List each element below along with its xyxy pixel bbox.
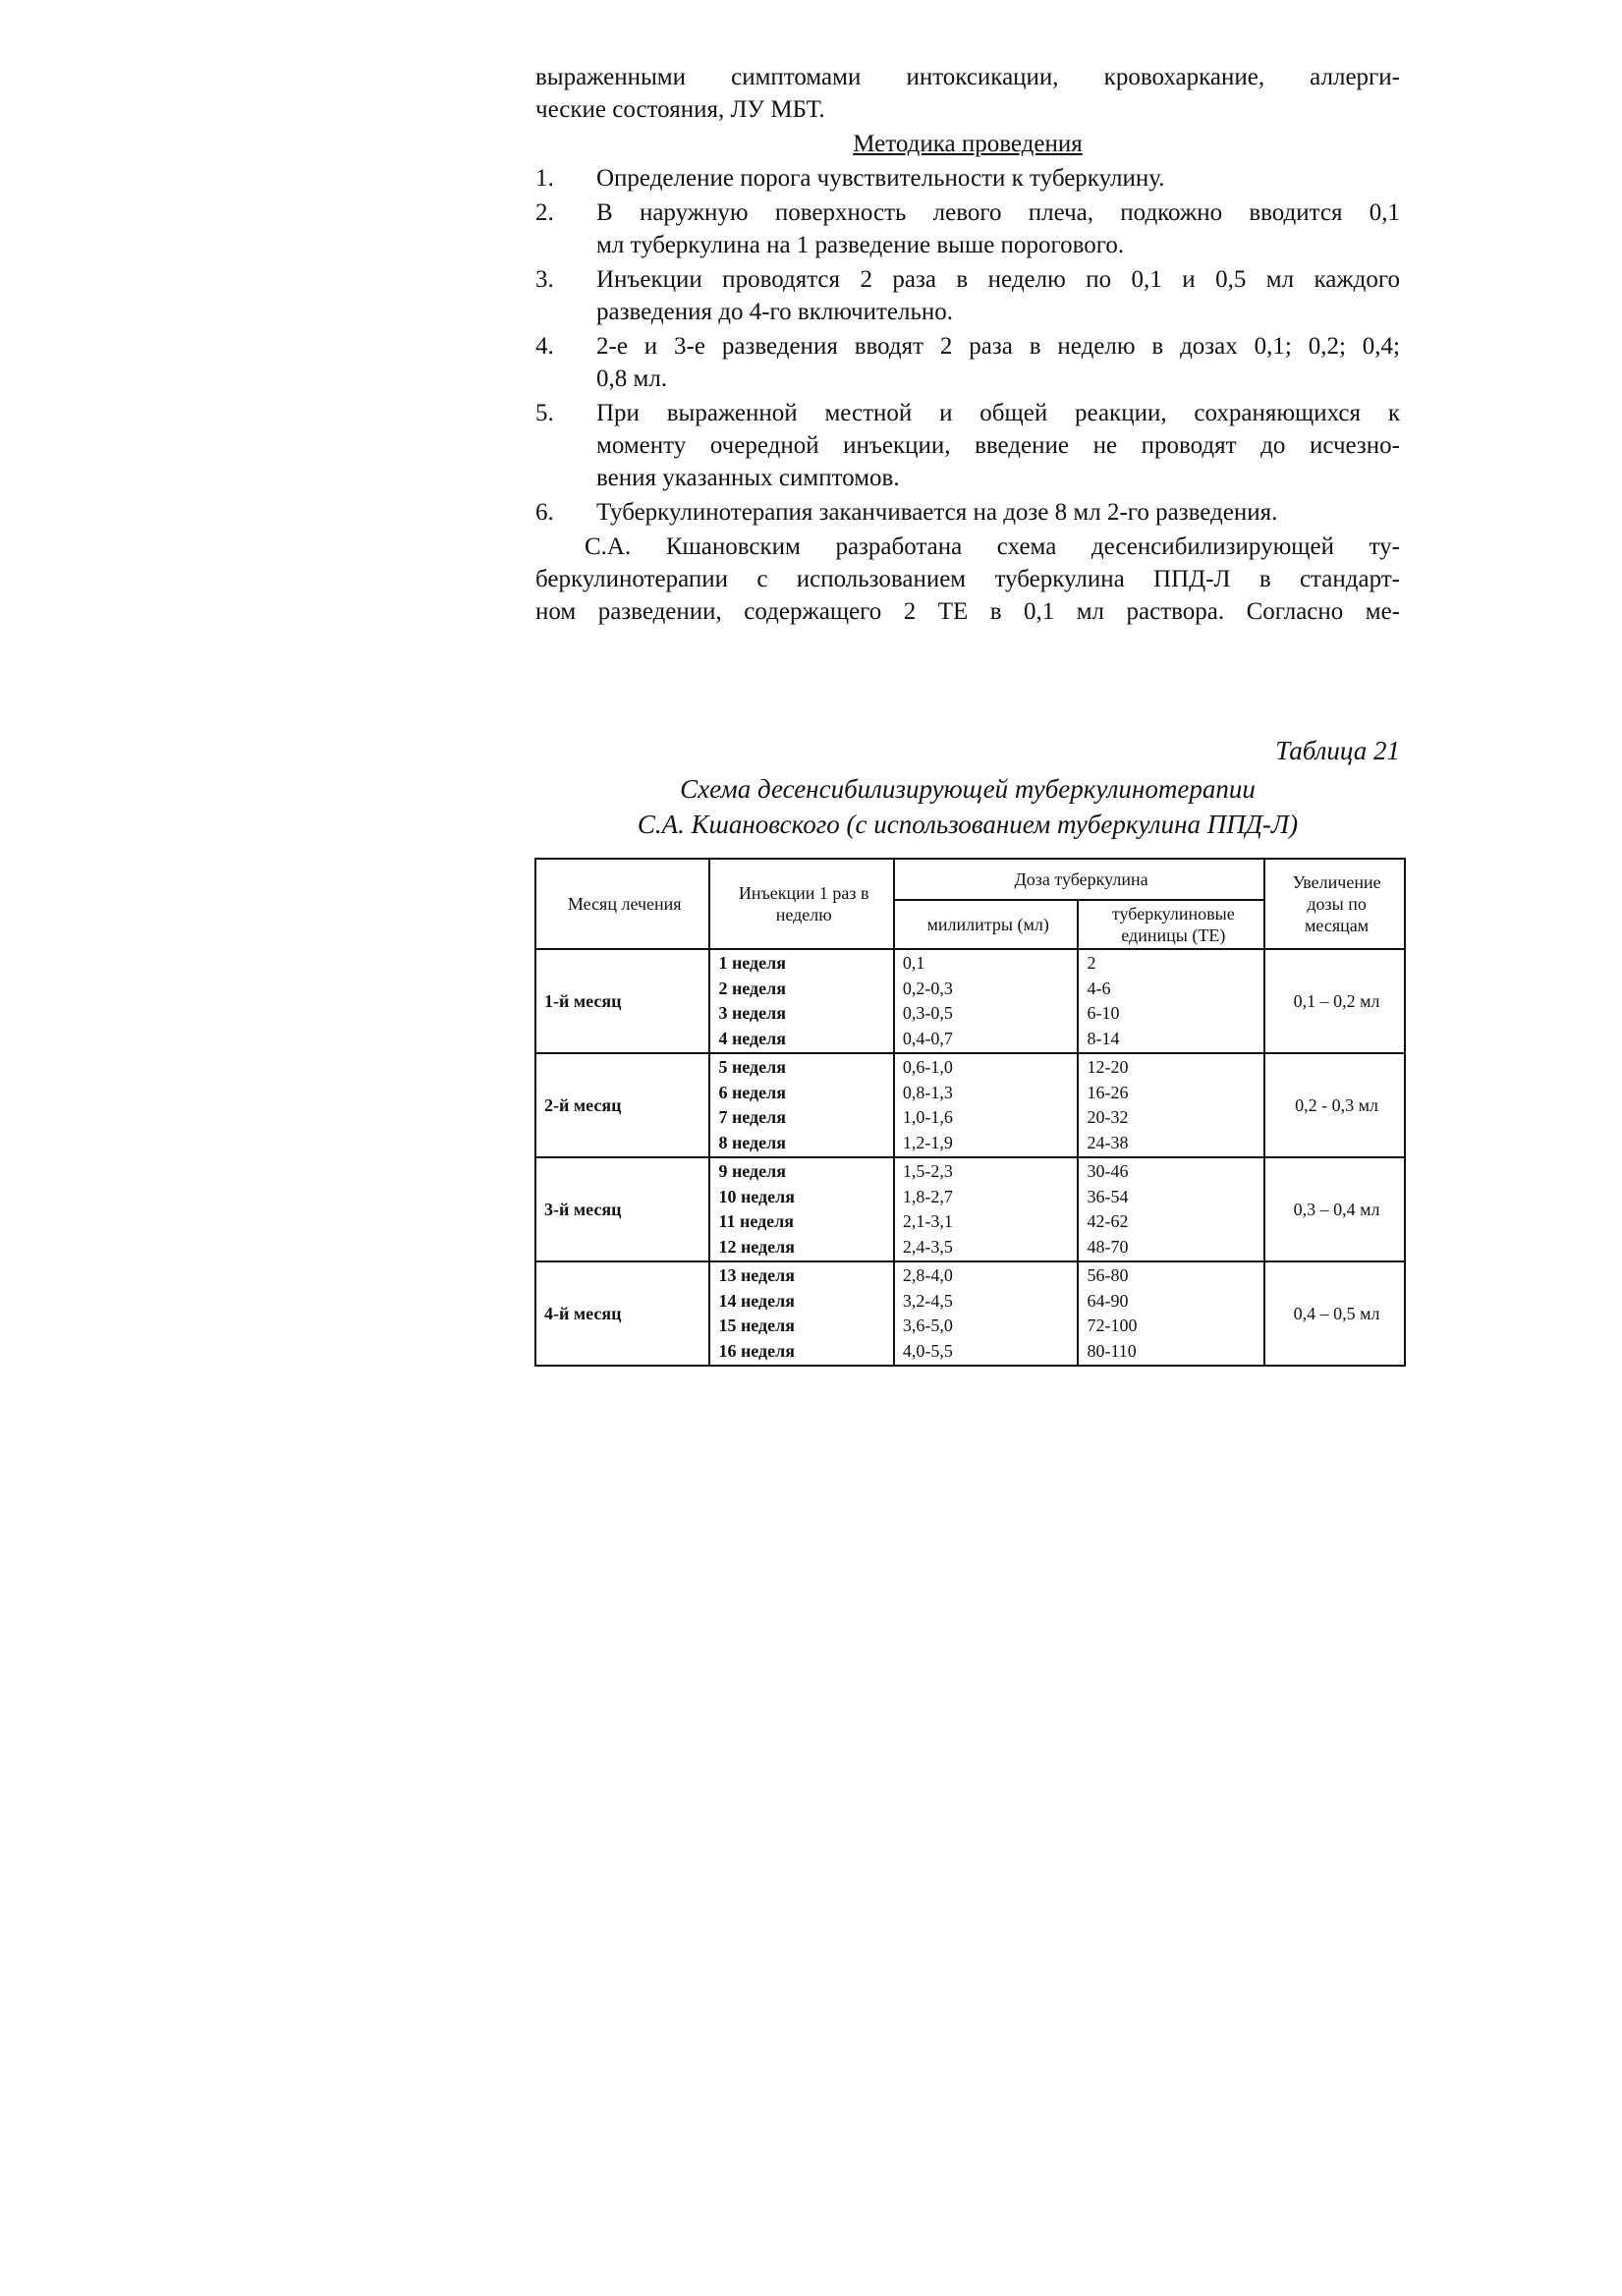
method-item-number: 1. [535, 165, 554, 192]
increase-cell: 0,2 - 0,3 мл [1264, 1053, 1405, 1157]
week-value: 4 неделя [718, 1028, 786, 1048]
week-value: 8 неделя [718, 1132, 786, 1152]
method-item [535, 196, 1400, 261]
method-item-text [596, 397, 1400, 494]
header-injections: Инъекции 1 раз в неделю [709, 859, 893, 949]
te-value: 36-54 [1087, 1186, 1129, 1206]
te-value: 80-110 [1087, 1340, 1137, 1361]
closing-line: С.А. Кшановским разработана схема десенсибилизирующей ту- [585, 533, 1400, 560]
table-label: Таблица 21 [1275, 736, 1400, 765]
week-value: 5 неделя [718, 1057, 786, 1077]
te-cell [1078, 949, 1264, 1053]
te-cell [1078, 1261, 1264, 1366]
week-value: 9 неделя [718, 1161, 786, 1181]
method-item-text [596, 196, 1400, 261]
increase-cell: 0,1 – 0,2 мл [1264, 949, 1405, 1053]
method-list [535, 162, 1400, 529]
method-item [535, 330, 1400, 395]
week-value: 1 неделя [718, 953, 786, 973]
weeks-cell [709, 949, 893, 1053]
method-item-text [596, 263, 1400, 328]
ml-cell [894, 1261, 1079, 1366]
month-cell: 1-й месяц [535, 949, 709, 1053]
method-item-text [596, 162, 1400, 195]
table-row [535, 1157, 1405, 1261]
method-item-line: моменту очередной инъекции, введение не проводят до исчезно- [596, 432, 1400, 459]
te-value: 8-14 [1087, 1028, 1120, 1048]
week-value: 16 неделя [718, 1340, 795, 1361]
table-row [535, 949, 1405, 1053]
method-item-number: 3. [535, 266, 554, 293]
header-month: Месяц лечения [535, 859, 709, 949]
te-value: 56-80 [1087, 1265, 1129, 1285]
table-caption-line: Схема десенсибилизирующей туберкулинотерапии [680, 774, 1256, 804]
month-cell: 4-й месяц [535, 1261, 709, 1366]
method-item-line: Туберкулинотерапия заканчивается на дозе 8 мл 2-го разведения. [596, 499, 1278, 526]
te-value: 42-62 [1087, 1211, 1129, 1231]
month-cell: 3-й месяц [535, 1157, 709, 1261]
week-value: 14 неделя [718, 1290, 795, 1311]
weeks-cell [709, 1261, 893, 1366]
method-item-number: 2. [535, 199, 554, 226]
ml-value: 4,0-5,5 [902, 1340, 953, 1361]
te-value: 64-90 [1087, 1290, 1129, 1311]
ml-value: 2,8-4,0 [902, 1265, 953, 1285]
ml-value: 1,0-1,6 [902, 1107, 953, 1127]
ml-value: 0,1 [902, 953, 925, 973]
weeks-cell [709, 1157, 893, 1261]
closing-line: ном разведении, содержащего 2 ТЕ в 0,1 мл раствора. Согласно ме- [535, 598, 1400, 625]
month-cell: 2-й месяц [535, 1053, 709, 1157]
ml-value: 1,2-1,9 [902, 1132, 953, 1152]
method-item [535, 263, 1400, 328]
ml-value: 0,6-1,0 [902, 1057, 953, 1077]
intro-line: ческие состояния, ЛУ МБТ. [535, 96, 825, 123]
method-item [535, 397, 1400, 494]
intro-line: выраженными симптомами интоксикации, кровохаркание, аллерги- [535, 64, 1400, 90]
header-increase: Увеличение дозы по месяцам [1264, 859, 1405, 949]
method-item-text [596, 496, 1400, 529]
ml-value: 2,1-3,1 [902, 1211, 953, 1231]
method-item-number: 5. [535, 400, 554, 426]
ml-value: 0,2-0,3 [902, 978, 953, 998]
te-value: 48-70 [1087, 1236, 1129, 1257]
te-value: 20-32 [1087, 1107, 1129, 1127]
week-value: 7 неделя [718, 1107, 786, 1127]
method-item [535, 496, 1400, 529]
header-ml: милилитры (мл) [894, 900, 1079, 949]
te-value: 72-100 [1087, 1316, 1138, 1335]
te-value: 4-6 [1087, 978, 1111, 998]
method-item-line: При выраженной местной и общей реакции, сохраняющихся к [596, 400, 1400, 426]
increase-cell: 0,4 – 0,5 мл [1264, 1261, 1405, 1366]
week-value: 12 неделя [718, 1236, 795, 1257]
te-value: 16-26 [1087, 1082, 1129, 1102]
method-item-line: мл туберкулина на 1 разведение выше порогового. [596, 232, 1125, 258]
week-value: 6 неделя [718, 1082, 786, 1102]
closing-paragraph [535, 531, 1400, 628]
header-dose: Доза туберкулина [894, 859, 1264, 900]
ml-value: 0,3-0,5 [902, 1003, 953, 1023]
method-item [535, 162, 1400, 195]
ml-cell [894, 1053, 1079, 1157]
ml-value: 1,5-2,3 [902, 1161, 953, 1181]
table-row [535, 1261, 1405, 1366]
week-value: 11 неделя [718, 1211, 794, 1231]
method-item-line: Инъекции проводятся 2 раза в неделю по 0,1 и 0,5 мл каждого [596, 266, 1400, 293]
ml-cell [894, 1157, 1079, 1261]
te-cell [1078, 1157, 1264, 1261]
method-item-number: 6. [535, 499, 554, 526]
te-value: 24-38 [1087, 1132, 1129, 1152]
method-item-line: вения указанных симптомов. [596, 465, 900, 491]
te-value: 2 [1087, 953, 1096, 973]
method-item-line: разведения до 4-го включительно. [596, 299, 954, 325]
ml-value: 3,2-4,5 [902, 1290, 953, 1311]
section-title: Методика проведения [853, 131, 1083, 157]
table-row [535, 1053, 1405, 1157]
table-caption [535, 771, 1400, 842]
header-te: туберкулиновые единицы (ТЕ) [1078, 900, 1264, 949]
method-item-number: 4. [535, 333, 554, 360]
te-value: 30-46 [1087, 1161, 1129, 1181]
method-item-text [596, 330, 1400, 395]
closing-line: беркулинотерапии с использованием туберкулина ППД-Л в стандарт- [535, 566, 1400, 592]
ml-value: 3,6-5,0 [902, 1316, 953, 1335]
method-item-line: Определение порога чувствительности к туберкулину. [596, 165, 1165, 192]
te-value: 6-10 [1087, 1003, 1120, 1023]
ml-value: 0,4-0,7 [902, 1028, 953, 1048]
weeks-cell [709, 1053, 893, 1157]
ml-value: 0,8-1,3 [902, 1082, 953, 1102]
dose-schedule-table [534, 858, 1406, 1367]
intro-paragraph [535, 61, 1400, 126]
ml-value: 1,8-2,7 [902, 1186, 953, 1206]
week-value: 15 неделя [718, 1316, 795, 1335]
te-cell [1078, 1053, 1264, 1157]
te-value: 12-20 [1087, 1057, 1129, 1077]
method-item-line: 0,8 мл. [596, 365, 668, 392]
week-value: 2 неделя [718, 978, 786, 998]
week-value: 13 неделя [718, 1265, 795, 1285]
method-item-line: 2-е и 3-е разведения вводят 2 раза в неделю в дозах 0,1; 0,2; 0,4; [596, 333, 1400, 360]
ml-cell [894, 949, 1079, 1053]
table-caption-line: С.А. Кшановского (с использованием туберкулина ППД-Л) [637, 810, 1299, 839]
week-value: 3 неделя [718, 1003, 786, 1023]
ml-value: 2,4-3,5 [902, 1236, 953, 1257]
week-value: 10 неделя [718, 1186, 795, 1206]
increase-cell: 0,3 – 0,4 мл [1264, 1157, 1405, 1261]
page-body [535, 61, 1400, 628]
method-item-line: В наружную поверхность левого плеча, подкожно вводится 0,1 [596, 199, 1400, 226]
